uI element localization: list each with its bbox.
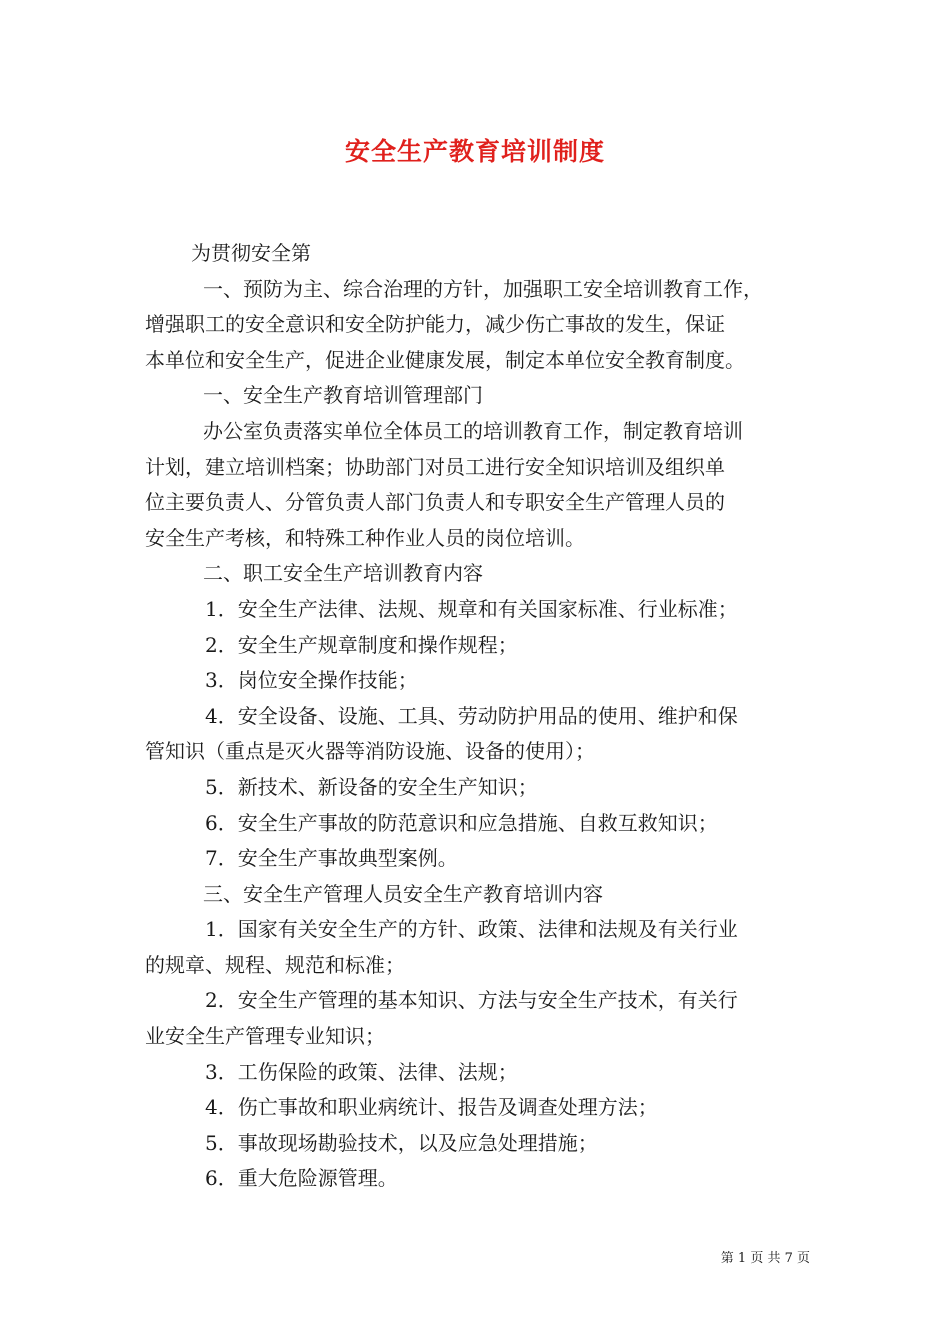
paragraph-line: 安全生产考核，和特殊工种作业人员的岗位培训。 [145, 525, 585, 550]
list-item: 6．安全生产事故的防范意识和应急措施、自救互救知识； [205, 810, 718, 835]
paragraph-line: 位主要负责人、分管负责人部门负责人和专职安全生产管理人员的 [145, 490, 725, 515]
list-item: 4．安全设备、设施、工具、劳动防护用品的使用、维护和保 [205, 703, 738, 728]
list-item: 3．工伤保险的政策、法律、法规； [205, 1059, 518, 1084]
list-item: 2．安全生产规章制度和操作规程； [205, 632, 518, 657]
list-item: 5．新技术、新设备的安全生产知识； [205, 774, 538, 799]
section-heading: 二、职工安全生产培训教育内容 [203, 561, 483, 586]
document-title: 安全生产教育培训制度 [344, 137, 605, 166]
list-item-continuation: 管知识（重点是灭火器等消防设施、设备的使用）； [145, 739, 595, 764]
list-item: 1．国家有关安全生产的方针、政策、法律和法规及有关行业 [205, 917, 738, 942]
document-body [145, 236, 813, 1197]
list-item: 3．岗位安全操作技能； [205, 668, 418, 693]
paragraph-line: 一、预防为主、综合治理的方针，加强职工安全培训教育工作， [203, 276, 763, 301]
list-item: 6．重大危险源管理。 [205, 1166, 398, 1191]
section-heading: 三、安全生产管理人员安全生产教育培训内容 [203, 881, 603, 906]
paragraph-line: 本单位和安全生产，促进企业健康发展，制定本单位安全教育制度。 [145, 347, 745, 372]
paragraph-line: 计划，建立培训档案；协助部门对员工进行安全知识培训及组织单 [145, 454, 725, 479]
list-item-continuation: 业安全生产管理专业知识； [145, 1024, 385, 1049]
list-item: 7．安全生产事故典型案例。 [205, 846, 458, 871]
paragraph-line: 办公室负责落实单位全体员工的培训教育工作，制定教育培训 [203, 418, 743, 443]
list-item: 1．安全生产法律、法规、规章和有关国家标准、行业标准； [205, 596, 738, 621]
paragraph-line: 增强职工的安全意识和安全防护能力，减少伤亡事故的发生，保证 [145, 312, 725, 337]
page-number-footer: 第 1 页 共 7 页 [720, 1251, 810, 1266]
section-heading: 一、安全生产教育培训管理部门 [203, 383, 483, 408]
list-item: 2．安全生产管理的基本知识、方法与安全生产技术，有关行 [205, 988, 738, 1013]
list-item-continuation: 的规章、规程、规范和标准； [145, 952, 405, 977]
paragraph-line: 为贯彻安全第 [191, 241, 311, 265]
list-item: 4．伤亡事故和职业病统计、报告及调查处理方法； [205, 1095, 658, 1120]
list-item: 5．事故现场勘验技术，以及应急处理措施； [205, 1130, 598, 1155]
